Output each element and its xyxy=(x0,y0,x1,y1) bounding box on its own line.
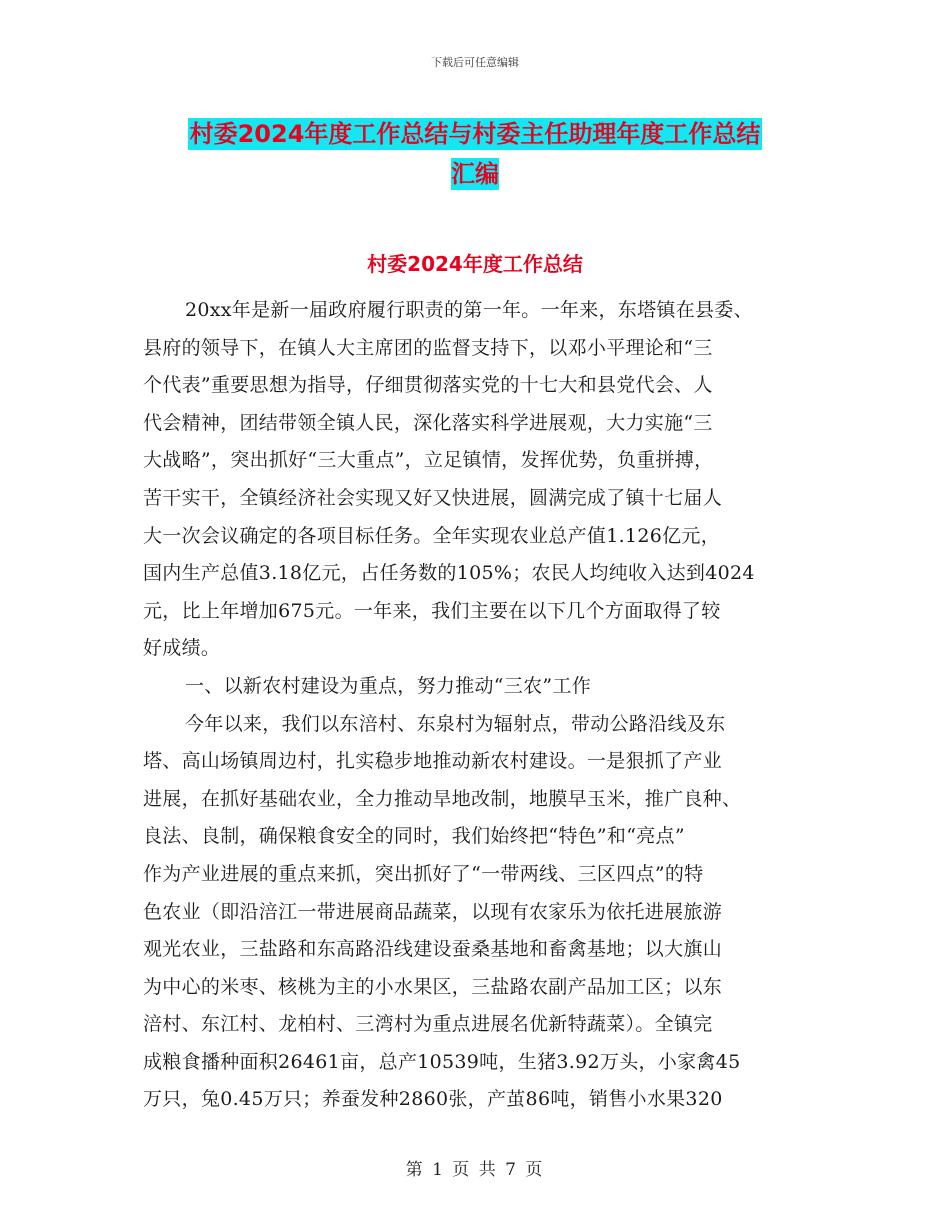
body-line: 元，比上年增加675元。一年来，我们主要在以下几个方面取得了较 xyxy=(143,599,721,622)
body-line: 代会精神，团结带领全镇人民，深化落实科学进展观，大力实施“三 xyxy=(143,411,713,434)
body-line: 良法、良制，确保粮食安全的同时，我们始终把“特色”和“亮点” xyxy=(143,825,685,848)
body-line: 今年以来，我们以东涪村、东泉村为辐射点，带动公路沿线及东 xyxy=(185,712,726,735)
body-line: 观光农业，三盐路和东高路沿线建设蚕桑基地和畜禽基地；以大旗山 xyxy=(143,938,723,961)
body-line: 涪村、东江村、龙柏村、三湾村为重点进展名优新特蔬菜）。全镇完 xyxy=(143,1013,713,1036)
body-line: 作为产业进展的重点来抓，突出抓好了“一带两线、三区四点”的特 xyxy=(143,862,704,885)
page-header-note: 下载后可任意编辑 xyxy=(431,56,519,69)
document-title-line1: 村委2024年度工作总结与村委主任助理年度工作总结 xyxy=(189,120,761,148)
body-line: 20xx年是新一届政府履行职责的第一年。一年来，东塔镇在县委、 xyxy=(185,299,753,321)
body-line: 苦干实干，全镇经济社会实现又好又快进展，圆满完成了镇十七届人 xyxy=(143,486,723,509)
document-title xyxy=(0,113,950,155)
body-line: 个代表”重要思想为指导，仔细贯彻落实党的十七大和县党代会、人 xyxy=(143,374,713,397)
body-line: 塔、高山场镇周边村，扎实稳步地推动新农村建设。一是狠抓了产业 xyxy=(143,750,723,773)
section-heading: 一、以新农村建设为重点，努力推动“三农”工作 xyxy=(185,674,592,697)
body-line: 大战略”，突出抓好“三大重点”，立足镇情，发挥优势，负重拼搏， xyxy=(143,449,714,472)
body-line: 好成绩。 xyxy=(143,637,221,660)
body-line: 国内生产总值3.18亿元，占任务数的105%；农民人均纯收入达到4024 xyxy=(143,562,755,585)
document-body xyxy=(143,292,823,1119)
body-line: 大一次会议确定的各项目标任务。全年实现农业总产值1.126亿元， xyxy=(143,524,720,547)
body-line: 成粮食播种面积26461亩，总产10539吨，生猪3.92万头，小家禽45 xyxy=(143,1050,741,1073)
body-line: 为中心的米枣、核桃为主的小水果区，三盐路农副产品加工区；以东 xyxy=(143,975,723,998)
body-line: 县府的领导下，在镇人大主席团的监督支持下，以邓小平理论和“三 xyxy=(143,336,713,359)
section-title: 村委2024年度工作总结 xyxy=(367,252,583,276)
document-title-line2: 汇编 xyxy=(451,160,499,188)
page-number: 第 1 页 共 7 页 xyxy=(405,1160,545,1180)
body-line: 进展，在抓好基础农业，全力推动旱地改制，地膜早玉米，推广良种、 xyxy=(143,787,742,810)
body-line: 万只，兔0.45万只；养蚕发种2860张，产茧86吨，销售小水果320 xyxy=(143,1088,723,1111)
body-line: 色农业（即沿涪江一带进展商品蔬菜，以现有农家乐为依托进展旅游 xyxy=(143,900,723,923)
document-title-continued xyxy=(0,155,950,193)
